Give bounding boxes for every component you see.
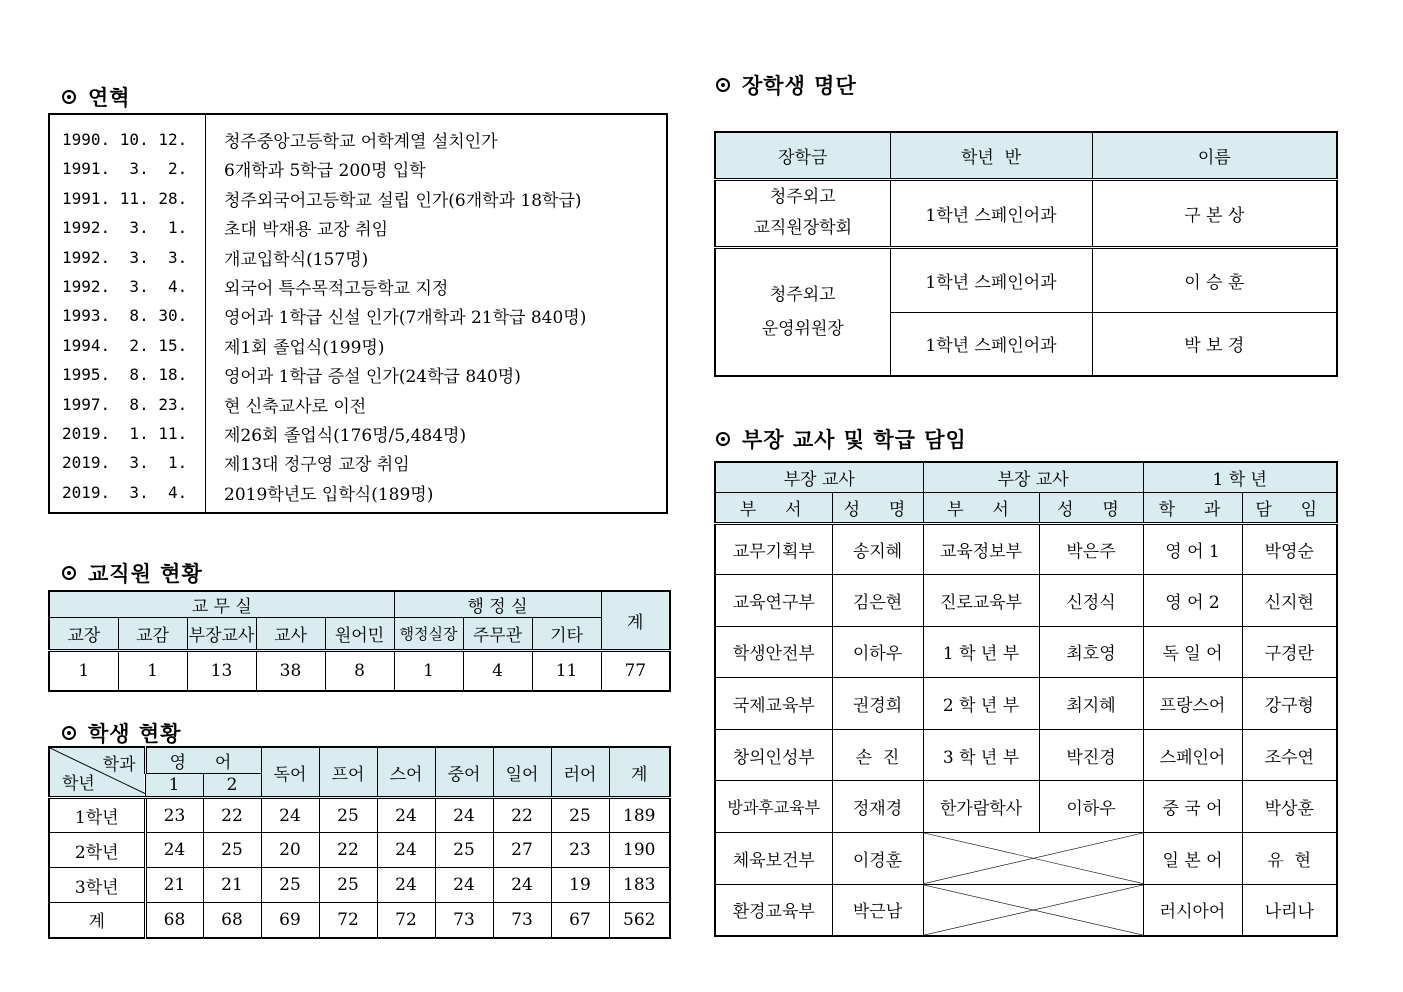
- history-event: 개교입학식(157명): [224, 249, 369, 270]
- heads-class: 영 어 2: [1143, 575, 1242, 627]
- heads-class: 러시아어: [1143, 884, 1242, 936]
- student-count: 69: [261, 903, 319, 938]
- history-event: 청주중앙고등학교 어학계열 설치인가: [224, 132, 498, 152]
- heads-dept: 교육정보부: [923, 523, 1039, 575]
- history-date: 2019. 1. 11.: [62, 424, 188, 443]
- history-date: 1997. 8. 23.: [62, 394, 188, 414]
- staff-col-header: 기타: [532, 618, 601, 651]
- history-event: 영어과 1학급 증설 인가(24학급 840명): [224, 367, 521, 388]
- history-event: 6개학과 5학급 200명 입학: [224, 161, 426, 182]
- circle-bullet-icon: [62, 90, 76, 104]
- heads-row: [715, 575, 1337, 627]
- heads-row: [715, 884, 1337, 936]
- staff-value: 1: [118, 651, 187, 691]
- heads-title: 부장 교사 및 학급 담임: [742, 428, 967, 452]
- heads-dept: 교무기획부: [715, 523, 832, 575]
- history-title-row: [62, 82, 131, 112]
- heads-homeroom: 유 현: [1242, 833, 1337, 885]
- staff-col-header: 교감: [118, 618, 187, 651]
- student-count: 24: [377, 868, 435, 903]
- heads-teacher: 박은주: [1039, 523, 1143, 575]
- student-count: 24: [261, 798, 319, 833]
- history-date: 2019. 3. 1.: [62, 453, 188, 473]
- staff-value: 11: [532, 651, 601, 691]
- heads-homeroom: 강구형: [1242, 678, 1337, 730]
- heads-teacher: 박근남: [832, 884, 923, 936]
- staff-value: 13: [187, 651, 256, 691]
- student-row: [49, 903, 670, 938]
- heads-subheader: 부 서: [923, 492, 1039, 523]
- staff-col-header: 행정실장: [394, 618, 463, 651]
- history-event: 초대 박재용 교장 취임: [224, 220, 389, 241]
- student-grade-label: 계: [49, 903, 145, 938]
- heads-class: 일 본 어: [1143, 833, 1242, 885]
- heads-dept: 2 학 년 부: [923, 678, 1039, 730]
- students-col-header: 프어: [319, 747, 377, 798]
- cross-out-lines: [924, 833, 1143, 884]
- heads-table: [714, 461, 1338, 937]
- student-count: 25: [319, 868, 377, 903]
- heads-teacher: 손 진: [832, 729, 923, 781]
- heads-teacher: 정재경: [832, 781, 923, 833]
- fund-line: 운영위원장: [761, 318, 844, 339]
- heads-homeroom: 박영순: [1242, 523, 1337, 575]
- student-count: 24: [145, 833, 203, 868]
- heads-homeroom: 조수연: [1242, 729, 1337, 781]
- scholarship-name: 박 보 경: [1092, 312, 1337, 376]
- history-event: 청주외국어고등학교 설립 인가(6개학과 18학급): [224, 190, 582, 211]
- heads-group: 부장 교사: [923, 462, 1143, 492]
- heads-subheader: 부 서: [715, 492, 832, 523]
- students-col-header: 스어: [377, 747, 435, 798]
- student-count: 22: [203, 798, 261, 833]
- history-event: 현 신축교사로 이전: [224, 396, 367, 417]
- history-date: 1991. 11. 28.: [62, 188, 188, 208]
- student-count: 24: [435, 868, 493, 903]
- staff-value: 38: [256, 651, 325, 691]
- students-col-header: 계: [609, 747, 670, 798]
- students-title-row: [62, 718, 181, 748]
- heads-row: [715, 729, 1337, 781]
- student-count: 190: [609, 833, 670, 868]
- staff-group-admin: 행 정 실: [394, 591, 601, 618]
- history-date: 1994. 2. 15.: [62, 335, 188, 355]
- student-count: 68: [145, 903, 203, 938]
- students-col-header: 독어: [261, 747, 319, 798]
- heads-teacher: 이경훈: [832, 833, 923, 885]
- students-corner: [49, 747, 145, 798]
- scholarship-class: 1학년 스페인어과: [890, 312, 1092, 376]
- staff-value: 1: [49, 651, 118, 691]
- history-date: 1992. 3. 4.: [62, 277, 188, 296]
- student-count: 21: [145, 868, 203, 903]
- history-event: 2019학년도 입학식(189명): [224, 484, 434, 505]
- students-col-header: 중어: [435, 747, 493, 798]
- student-grade-label: 1학년: [49, 798, 145, 833]
- heads-class: 독 일 어: [1143, 626, 1242, 678]
- history-date: 1991. 3. 2.: [62, 159, 188, 179]
- staff-value: 77: [601, 651, 670, 691]
- heads-title-row: [716, 424, 967, 454]
- staff-value: 8: [325, 651, 394, 691]
- staff-value: 1: [394, 651, 463, 691]
- heads-teacher: 신정식: [1039, 575, 1143, 627]
- scholarship-title: 장학생 명단: [742, 74, 857, 98]
- history-event: 제13대 정구영 교장 취임: [224, 455, 410, 476]
- student-count: 73: [435, 903, 493, 938]
- empty-crossed-cell: [923, 884, 1143, 936]
- history-event: 제1회 졸업식(199명): [224, 337, 385, 358]
- staff-col-header: 교사: [256, 618, 325, 651]
- staff-col-header: 원어민: [325, 618, 394, 651]
- history-event: 외국어 특수목적고등학교 지정: [224, 279, 449, 299]
- scholarship-header: 이름: [1092, 132, 1337, 179]
- heads-teacher: 최호영: [1039, 626, 1143, 678]
- history-date: 1992. 3. 1.: [62, 218, 188, 238]
- students-english-header: 영 어: [145, 747, 261, 774]
- heads-homeroom: 구경란: [1242, 626, 1337, 678]
- empty-crossed-cell: [923, 833, 1143, 885]
- history-date: 1990. 10. 12.: [62, 130, 188, 149]
- heads-dept: 진로교육부: [923, 575, 1039, 627]
- scholarship-title-row: [716, 70, 857, 100]
- student-count: 27: [493, 833, 551, 868]
- heads-dept: 방과후교육부: [715, 781, 832, 833]
- heads-row: [715, 678, 1337, 730]
- heads-teacher: 권경희: [832, 678, 923, 730]
- heads-group: 1 학 년: [1143, 462, 1337, 492]
- staff-total-header: 계: [601, 591, 670, 651]
- heads-dept: 교육연구부: [715, 575, 832, 627]
- scholarship-fund: [715, 247, 890, 376]
- heads-subheader: 학 과: [1143, 492, 1242, 523]
- heads-row: [715, 781, 1337, 833]
- student-grade-label: 2학년: [49, 833, 145, 868]
- student-count: 24: [493, 868, 551, 903]
- student-count: 22: [319, 833, 377, 868]
- student-count: 25: [261, 868, 319, 903]
- heads-homeroom: 나리나: [1242, 884, 1337, 936]
- heads-teacher: 송지혜: [832, 523, 923, 575]
- heads-dept: 3 학 년 부: [923, 729, 1039, 781]
- heads-subheader: 성 명: [1039, 492, 1143, 523]
- history-event: 영어과 1학급 신설 인가(7개학과 21학급 840명): [224, 308, 587, 329]
- staff-value: 4: [463, 651, 532, 691]
- student-count: 24: [377, 798, 435, 833]
- student-count: 22: [493, 798, 551, 833]
- corner-bottom-label: 학년: [62, 774, 95, 794]
- student-count: 72: [377, 903, 435, 938]
- heads-group: 부장 교사: [715, 462, 923, 492]
- student-count: 183: [609, 868, 670, 903]
- staff-group-academic: 교 무 실: [49, 591, 394, 618]
- heads-row: [715, 523, 1337, 575]
- students-col-header: 러어: [551, 747, 609, 798]
- circle-bullet-icon: [716, 432, 730, 446]
- student-count: 25: [319, 798, 377, 833]
- scholarship-fund: [715, 179, 890, 247]
- students-english-sub: 1: [145, 774, 203, 798]
- heads-teacher: 최지혜: [1039, 678, 1143, 730]
- staff-title-row: [62, 558, 203, 588]
- student-count: 21: [203, 868, 261, 903]
- heads-class: 영 어 1: [1143, 523, 1242, 575]
- heads-row: [715, 626, 1337, 678]
- student-count: 562: [609, 903, 670, 938]
- scholarship-header: 장학금: [715, 132, 890, 179]
- staff-table: [48, 590, 671, 692]
- student-count: 24: [435, 798, 493, 833]
- circle-bullet-icon: [716, 78, 730, 92]
- heads-homeroom: 신지현: [1242, 575, 1337, 627]
- heads-dept: 1 학 년 부: [923, 626, 1039, 678]
- student-count: 73: [493, 903, 551, 938]
- students-english-sub: 2: [203, 774, 261, 798]
- heads-row: [715, 833, 1337, 885]
- history-date: 1992. 3. 3.: [62, 247, 188, 267]
- staff-col-header: 부장교사: [187, 618, 256, 651]
- heads-class: 중 국 어: [1143, 781, 1242, 833]
- student-count: 25: [203, 833, 261, 868]
- scholarship-header: 학년 반: [890, 132, 1092, 179]
- heads-teacher: 이하우: [832, 626, 923, 678]
- staff-title: 교직원 현황: [88, 562, 203, 586]
- student-count: 24: [377, 833, 435, 868]
- heads-dept: 국제교육부: [715, 678, 832, 730]
- student-count: 23: [551, 833, 609, 868]
- heads-dept: 체육보건부: [715, 833, 832, 885]
- fund-line: 청주외고: [769, 187, 836, 207]
- heads-subheader: 담 임: [1242, 492, 1337, 523]
- student-count: 19: [551, 868, 609, 903]
- history-date: 2019. 3. 4.: [62, 482, 188, 502]
- staff-col-header: 교장: [49, 618, 118, 651]
- heads-dept: 창의인성부: [715, 729, 832, 781]
- history-date: 1993. 8. 30.: [62, 306, 188, 326]
- scholarship-class: 1학년 스페인어과: [890, 247, 1092, 312]
- student-row: [49, 868, 670, 903]
- cross-out-lines: [924, 885, 1143, 935]
- heads-dept: 학생안전부: [715, 626, 832, 678]
- scholarship-table: [714, 131, 1338, 377]
- heads-subheader: 성 명: [832, 492, 923, 523]
- student-count: 189: [609, 798, 670, 833]
- history-title: 연혁: [88, 86, 131, 110]
- student-grade-label: 3학년: [49, 868, 145, 903]
- fund-line: 교직원장학회: [753, 218, 853, 238]
- scholarship-name: 구 본 상: [1092, 179, 1337, 247]
- students-col-header: 일어: [493, 747, 551, 798]
- heads-class: 프랑스어: [1143, 678, 1242, 730]
- student-count: 68: [203, 903, 261, 938]
- heads-class: 스페인어: [1143, 729, 1242, 781]
- student-count: 72: [319, 903, 377, 938]
- student-count: 25: [435, 833, 493, 868]
- student-row: [49, 798, 670, 833]
- scholarship-class: 1학년 스페인어과: [890, 179, 1092, 247]
- student-count: 67: [551, 903, 609, 938]
- history-divider: [205, 115, 206, 512]
- history-date: 1995. 8. 18.: [62, 365, 188, 385]
- heads-dept: 환경교육부: [715, 884, 832, 936]
- student-count: 23: [145, 798, 203, 833]
- corner-top-label: 학과: [102, 755, 136, 775]
- scholarship-name: 이 승 훈: [1092, 247, 1337, 312]
- fund-line: 청주외고: [769, 284, 836, 305]
- history-box: [48, 113, 668, 514]
- circle-bullet-icon: [62, 566, 76, 580]
- staff-col-header: 주무관: [463, 618, 532, 651]
- heads-homeroom: 박상훈: [1242, 781, 1337, 833]
- heads-dept: 한가람학사: [923, 781, 1039, 833]
- heads-teacher: 이하우: [1039, 781, 1143, 833]
- students-title: 학생 현황: [88, 722, 182, 746]
- heads-teacher: 김은현: [832, 575, 923, 627]
- student-row: [49, 833, 670, 868]
- heads-teacher: 박진경: [1039, 729, 1143, 781]
- student-count: 25: [551, 798, 609, 833]
- history-event: 제26회 졸업식(176명/5,484명): [224, 426, 467, 446]
- circle-bullet-icon: [62, 726, 76, 740]
- students-table: [48, 746, 671, 939]
- student-count: 20: [261, 833, 319, 868]
